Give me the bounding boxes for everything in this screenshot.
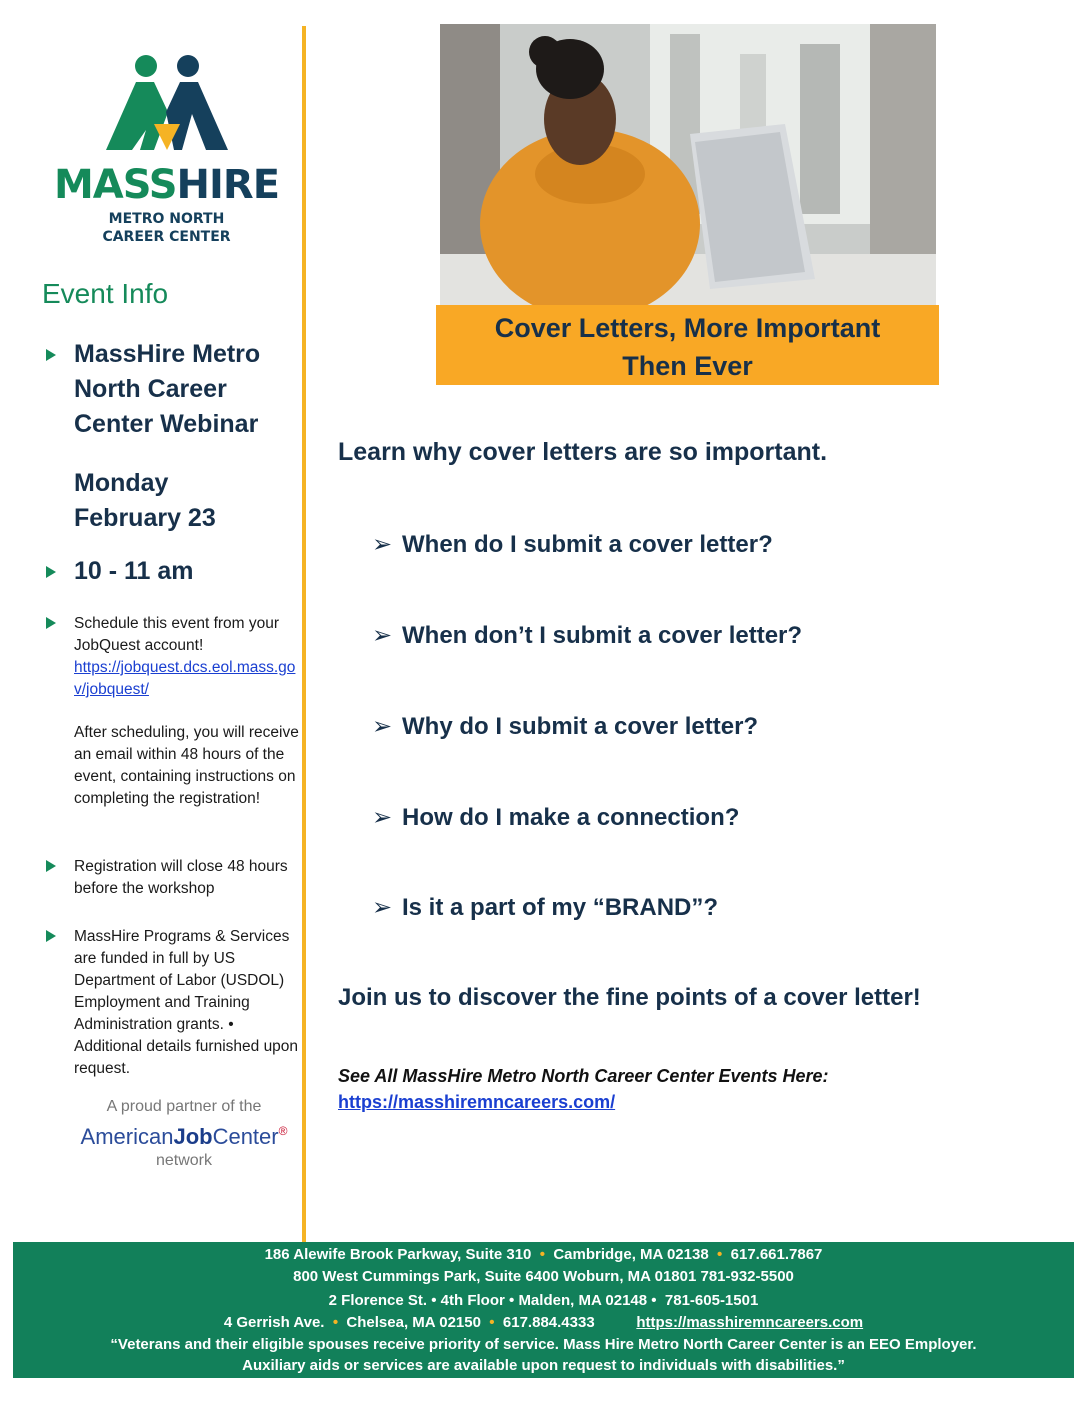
arrow-bullet-icon: ➢ [372,804,393,831]
vertical-divider [302,26,306,1242]
banner-title-line2: Then Ever [622,351,753,381]
footer-cambridge-line: 186 Alewife Brook Parkway, Suite 310 • Cambridge, MA 02138 • 617.661.7867 [264,1246,823,1263]
american-job-center-logo: AmericanJobCenter® [80,1124,288,1149]
arrow-bullet-icon: ➢ [372,894,393,921]
bullet-triangle-icon [46,860,56,872]
funding-info: MassHire Programs & Services are funded in full by US Department of Labor (USDOL) Employment and Training Administration grants. • Additional details furnished upon request. [74,928,299,1077]
banner-title-line1: Cover Letters, More Important [494,313,881,343]
registration-close-info: Registration will close 48 hours before the workshop [74,858,288,897]
masshire-website-link[interactable]: https://masshiremncareers.com/ [338,1092,616,1112]
footer-chelsea-line: 4 Gerrish Ave. • Chelsea, MA 02150 • 617.884.4333 https://masshiremncareers.com [223,1314,864,1331]
footer-veterans-line: “Veterans and their eligible spouses receive priority of service. Mass Hire Metro North Career Center is an EEO Employer. [110,1336,977,1353]
question-item: ➢ Why do I submit a cover letter? [372,713,759,740]
hero-photo-woman-laptop [440,24,936,306]
bullet-triangle-icon [46,566,56,578]
masshire-logo [44,50,289,250]
footer-malden-line: 2 Florence St. • 4th Floor • Malden, MA 02148 • 781-605-1501 [328,1292,759,1309]
arrow-bullet-icon: ➢ [372,713,393,740]
footer-contact-bar [13,1242,1074,1378]
title-banner [436,305,939,385]
event-date: Monday February 23 [74,469,216,532]
footer-website-link[interactable]: https://masshiremncareers.com [636,1314,864,1331]
american-job-center-partner: A proud partner of the AmericanJobCenter® network [70,1098,298,1170]
bullet-triangle-icon [46,617,56,629]
arrow-bullet-icon: ➢ [372,622,393,649]
question-item: ➢ When don’t I submit a cover letter? [372,622,803,649]
logo-wordmark: MASSHIRE [53,162,280,208]
join-heading: Join us to discover the fine points of a cover letter! [338,984,921,1011]
masshire-people-icon [102,50,232,154]
event-name: MassHire Metro North Career Center Webinar [74,340,261,438]
bullet-triangle-icon [46,349,56,361]
jobquest-link[interactable]: https://jobquest.dcs.eol.mass.gov/jobquest/ [74,659,296,698]
event-time: 10 - 11 am [74,557,194,585]
logo-subtitle-line1: METRO NORTH [108,211,225,227]
question-item: ➢ Is it a part of my “BRAND”? [372,894,719,921]
logo-subtitle-line2: CAREER CENTER [102,229,231,245]
arrow-bullet-icon: ➢ [372,531,393,558]
event-info-heading: Event Info [42,278,169,309]
intro-heading: Learn why cover letters are so important. [338,438,828,466]
after-scheduling-info: After scheduling, you will receive an email within 48 hours of the event, containing instructions on completing the registration! [74,724,299,807]
schedule-info: Schedule this event from your JobQuest account! https://jobquest.dcs.eol.mass.gov/jobquest/ [74,615,296,698]
question-item: ➢ How do I make a connection? [372,804,740,831]
bullet-triangle-icon [46,930,56,942]
see-all-events-text: See All MassHire Metro North Career Center Events Here: [338,1066,829,1086]
footer-auxiliary-line: Auxiliary aids or services are available upon request to individuals with disabilities.” [242,1357,845,1374]
footer-woburn-line: 800 West Cummings Park, Suite 6400 Woburn, MA 01801 781-932-5500 [293,1268,794,1285]
question-item: ➢ When do I submit a cover letter? [372,531,773,558]
